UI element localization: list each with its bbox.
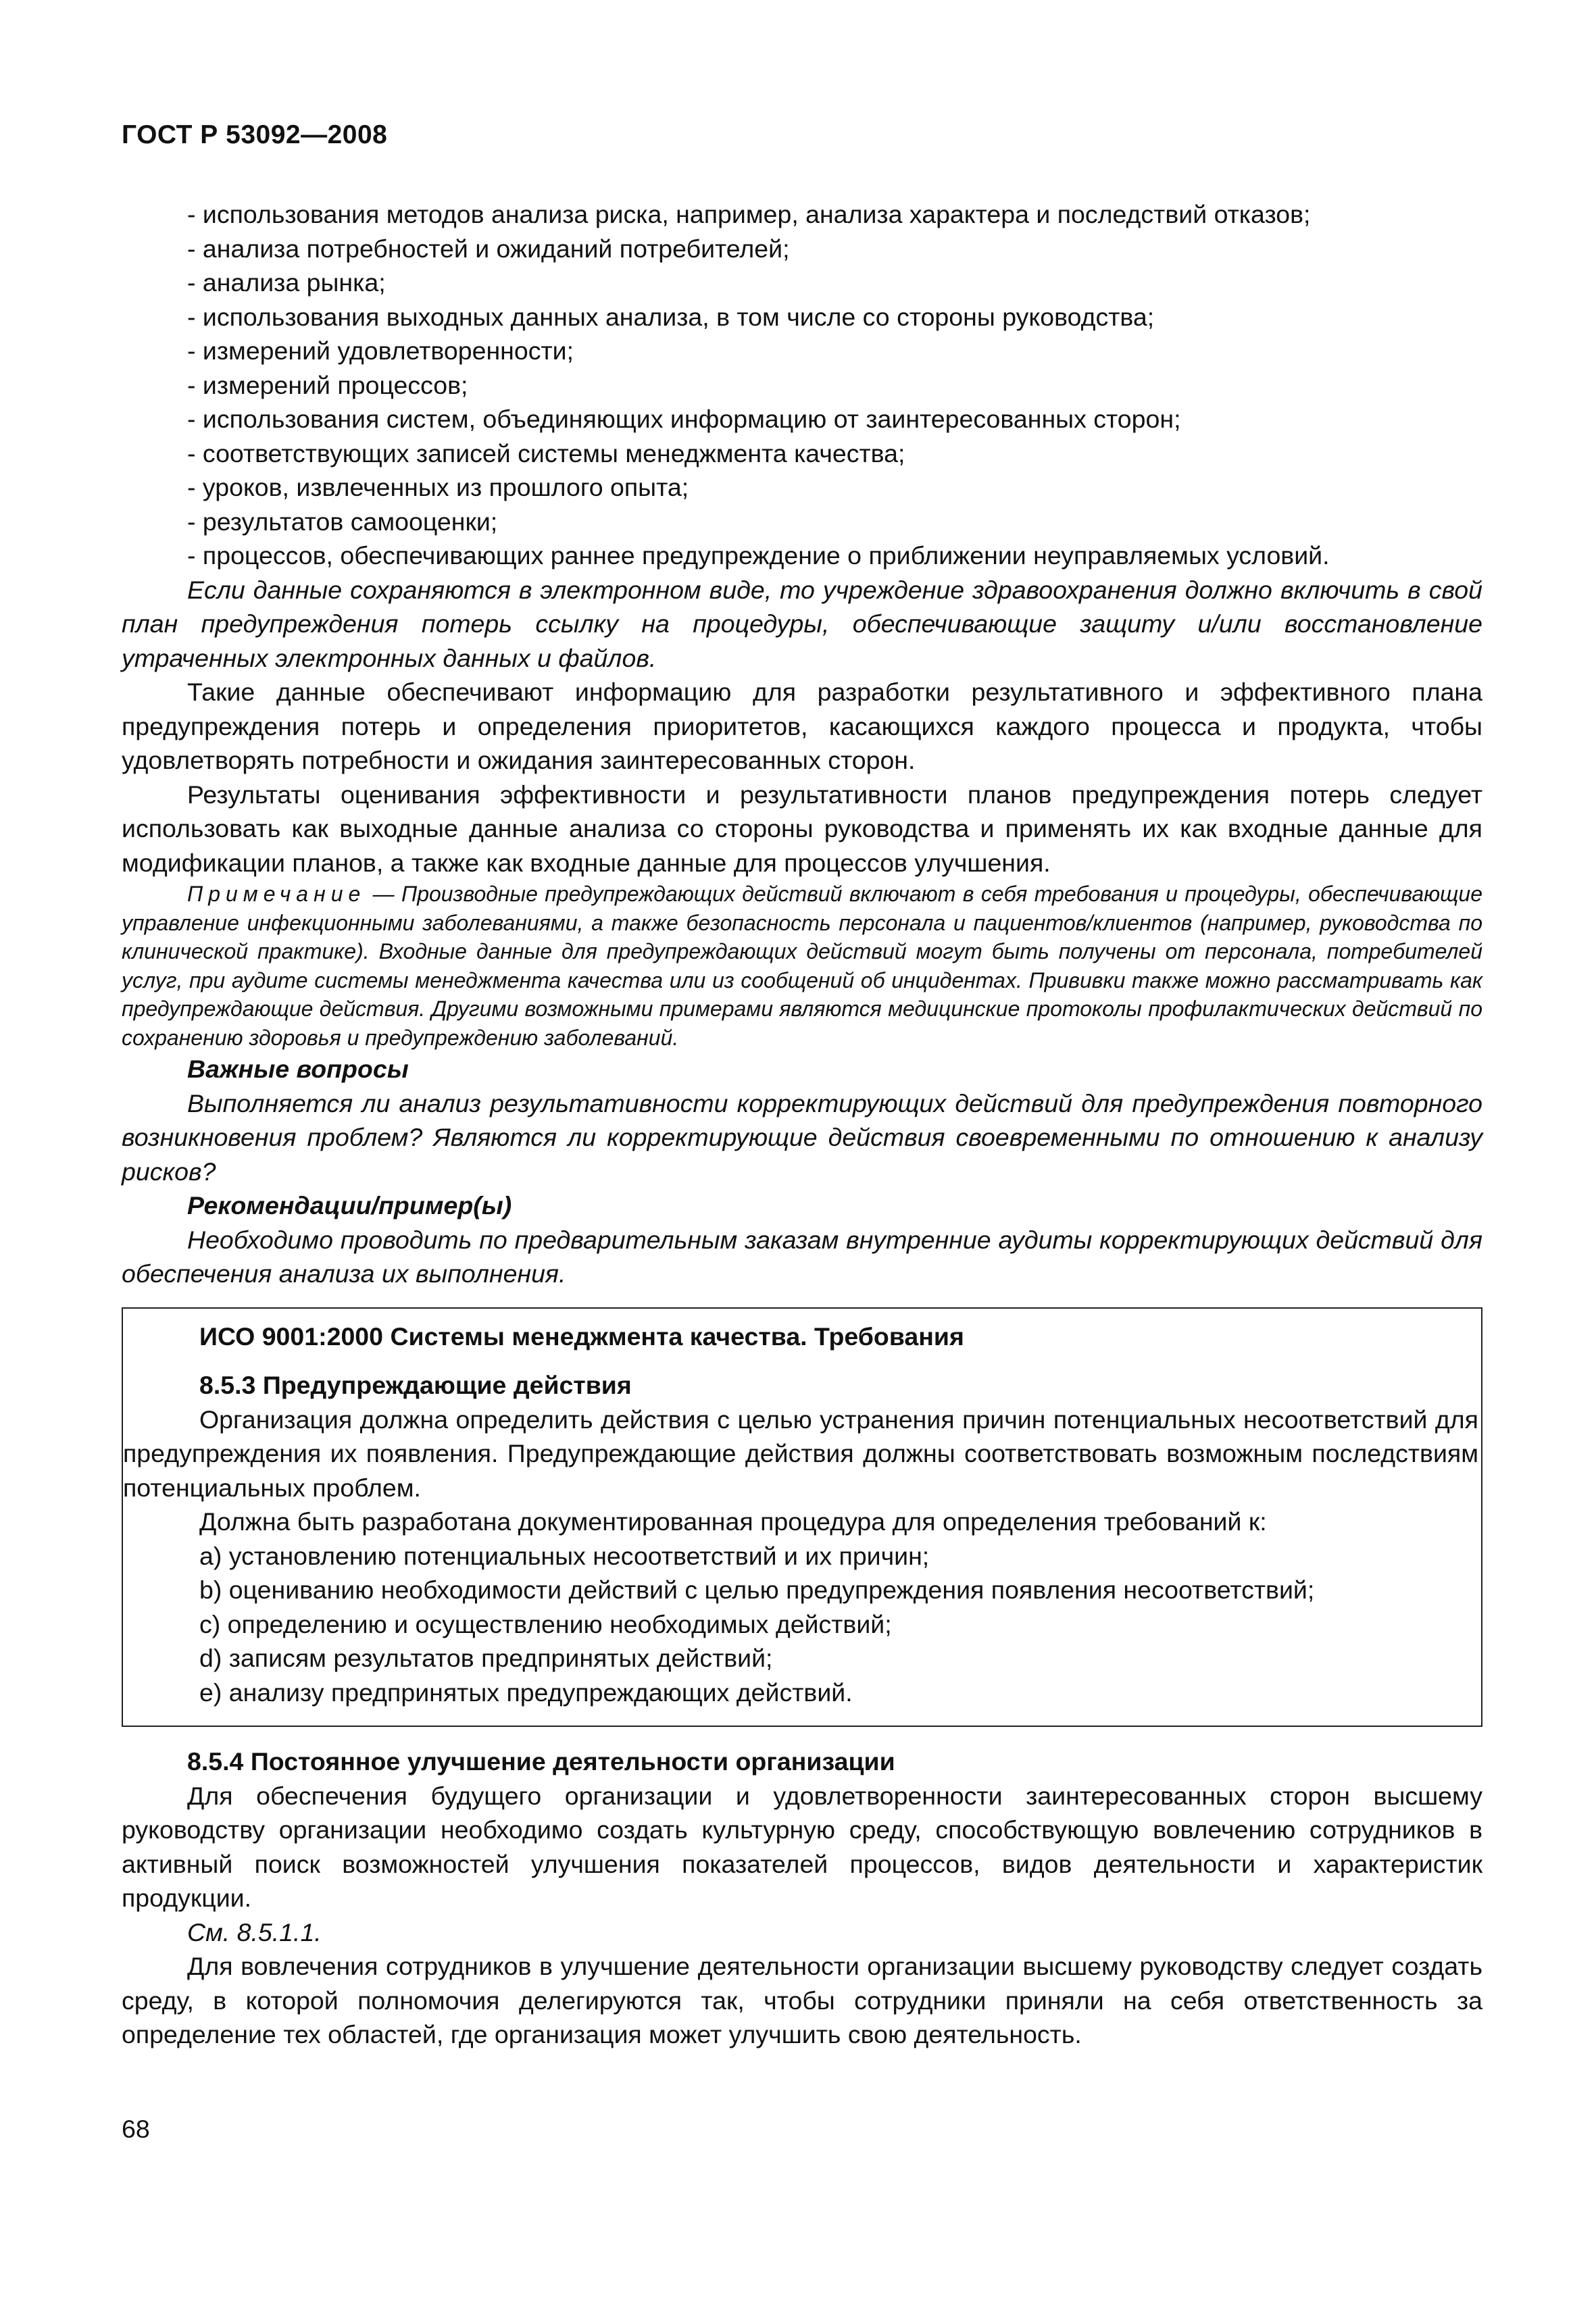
- list-item: - анализа рынка;: [187, 268, 386, 297]
- cross-reference: См. 8.5.1.1.: [187, 1917, 322, 1946]
- iso-requirements-box: [122, 1307, 1482, 1728]
- document-header: ГОСТ Р 53092—2008: [122, 120, 388, 149]
- list-item: d) записям результатов предпринятых действий;: [199, 1644, 773, 1672]
- important-questions-text: Выполняется ли анализ результативности корректирующих действий для предупреждения повторного возникновения проблем? Являются ли корректирующие действия своевременными по отношению к анализу рисков?: [122, 1088, 1482, 1186]
- bullet-list: [122, 197, 1482, 573]
- paragraph-electronic: Если данные сохраняются в электронном виде, то учреждение здравоохранения должно включить в свой план предупреждения потерь ссылку на процедуры, обеспечивающие защиту и/или восстановление утраченных электронных данных и файлов.: [122, 575, 1482, 672]
- list-item: - процессов, обеспечивающих раннее предупреждение о приближении неуправляемых условий.: [187, 541, 1330, 570]
- section-heading-854: 8.5.4 Постоянное улучшение деятельности организации: [187, 1747, 895, 1776]
- paragraph-such-data: Такие данные обеспечивают информацию для разработки результативного и эффективного плана предупреждения потерь и определения приоритетов, касающихся каждого процесса и продукта, чтобы удовлетворять потребности и ожидания заинтересованных сторон.: [122, 678, 1482, 774]
- iso-box-section: 8.5.3 Предупреждающие действия: [199, 1371, 632, 1399]
- list-item: - соответствующих записей системы менеджмента качества;: [187, 438, 905, 468]
- list-item: a) установлению потенциальных несоответствий и их причин;: [199, 1541, 930, 1570]
- iso-box-title: ИСО 9001:2000 Системы менеджмента качества. Требования: [199, 1322, 964, 1351]
- iso-box-paragraph: Должна быть разработана документированная процедура для определения требований к:: [199, 1507, 1267, 1536]
- page-content: [122, 197, 1482, 2052]
- section-854-paragraph: Для обеспечения будущего организации и удовлетворенности заинтересованных сторон высшему руководству организации необходимо создать культурную среду, способствующую вовлечению сотрудников в активный поиск возможностей улучшения показателей процессов, видов деятельности и характеристик продукции.: [122, 1781, 1482, 1912]
- list-item: e) анализу предпринятых предупреждающих действий.: [199, 1678, 853, 1707]
- list-item: - анализа потребностей и ожиданий потребителей;: [187, 234, 790, 263]
- list-item: - использования выходных данных анализа, в том числе со стороны руководства;: [187, 302, 1155, 331]
- list-item: - уроков, извлеченных из прошлого опыта;: [187, 473, 689, 501]
- section-854-paragraph: Для вовлечения сотрудников в улучшение деятельности организации высшему руководству следует создать среду, в которой полномочия делегируются так, чтобы сотрудники приняли на себя ответственность за определение тех областей, где организация может улучшить свою деятельность.: [122, 1952, 1482, 2048]
- page-number: 68: [122, 2115, 150, 2143]
- list-item: c) определению и осуществлению необходимых действий;: [199, 1609, 892, 1638]
- paragraph-results: Результаты оценивания эффективности и результативности планов предупреждения потерь следует использовать как выходные данные анализа со стороны руководства и применять их как входные данные для модификации планов, а также как входные данные для процессов улучшения.: [122, 780, 1482, 877]
- list-item: - измерений процессов;: [187, 370, 468, 399]
- list-item: - результатов самооценки;: [187, 507, 498, 536]
- note-paragraph: [122, 880, 1482, 1052]
- important-questions-heading: Важные вопросы: [187, 1055, 409, 1083]
- note-label: Примечание: [187, 882, 366, 906]
- list-item: - использования систем, объединяющих информацию от заинтересованных сторон;: [187, 405, 1181, 433]
- list-item: - измерений удовлетворенности;: [187, 336, 574, 365]
- list-item: b) оцениванию необходимости действий с целью предупреждения появления несоответствий;: [199, 1576, 1315, 1604]
- list-item: - использования методов анализа риска, например, анализа характера и последствий отказов;: [187, 200, 1311, 228]
- recommendations-text: Необходимо проводить по предварительным заказам внутренние аудиты корректирующих действий для обеспечения анализа их выполнения.: [122, 1225, 1482, 1288]
- iso-box-paragraph: Организация должна определить действия с целью устранения причин потенциальных несоответствий для предупреждения их появления. Предупреждающие действия должны соответствовать возможным последствиям потенциальных проблем.: [123, 1405, 1478, 1502]
- note-text: — Производные предупреждающих действий включают в себя требования и процедуры, обеспечивающие управление инфекционными заболеваниями, а также безопасность персонала и пациентов/клиентов (например, руководства по клинической практике). Входные данные для предупреждающих действий могут быть получены от персонала, потребителей услуг, при аудите системы менеджмента качества или из сообщений об инцидентах. Прививки также можно рассматривать как предупреждающие действия. Другими возможными примерами являются медицинские протоколы профилактических действий по сохранению здоровья и предупреждению заболеваний.: [122, 882, 1482, 1050]
- recommendations-heading: Рекомендации/пример(ы): [187, 1191, 512, 1219]
